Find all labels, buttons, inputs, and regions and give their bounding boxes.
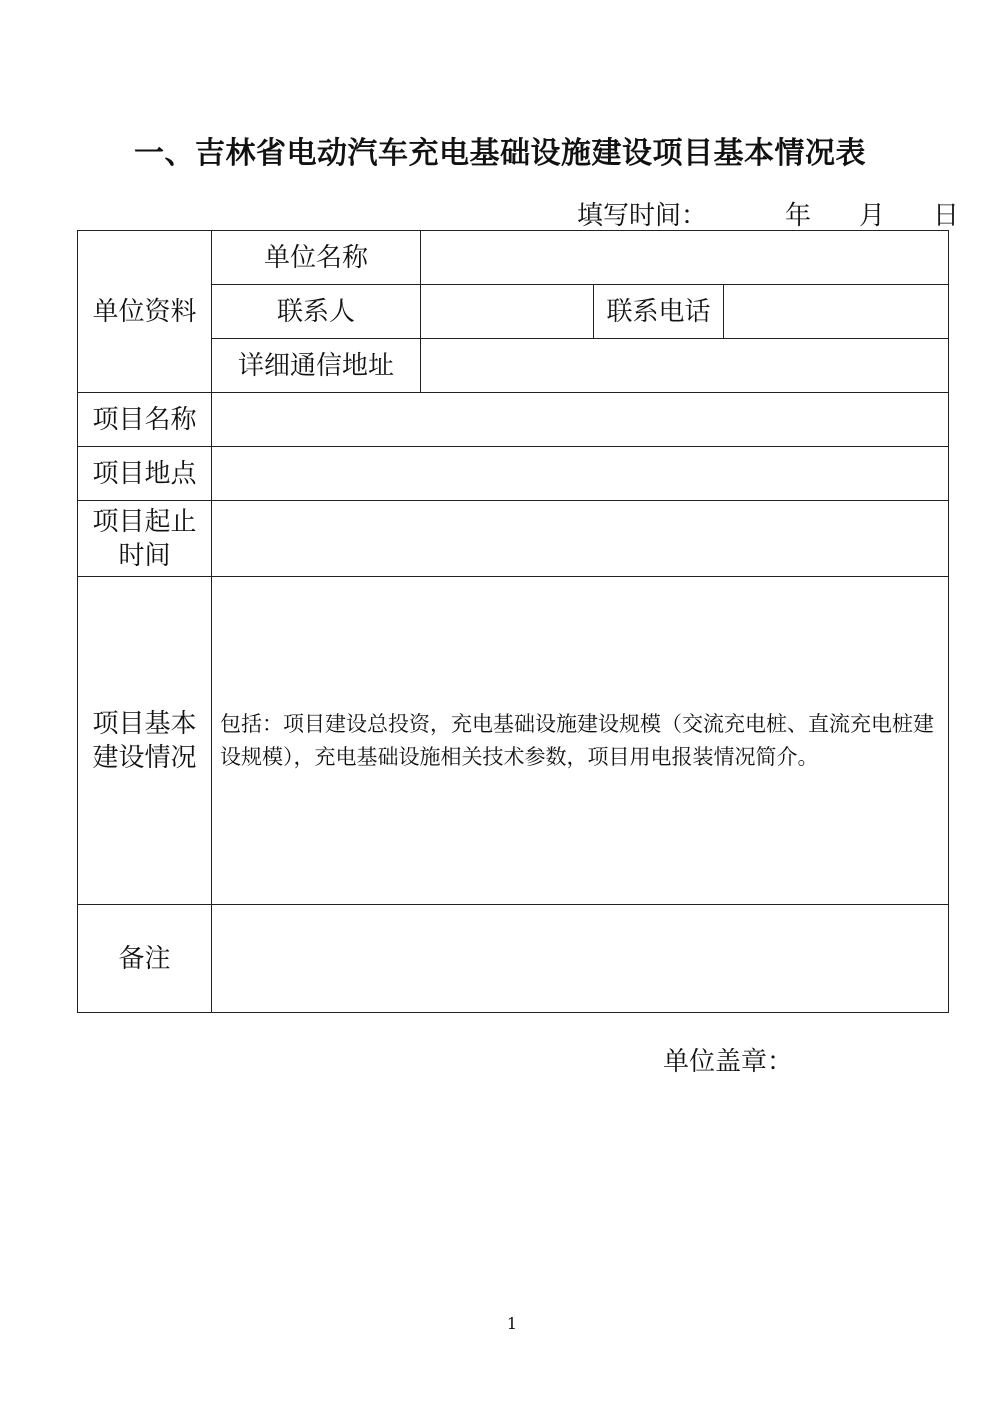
project-period-field[interactable]: [212, 501, 949, 577]
contact-person-label: 联系人: [212, 285, 421, 339]
year-label: 年: [785, 201, 812, 231]
contact-person-field[interactable]: [421, 285, 594, 339]
project-location-field[interactable]: [212, 447, 949, 501]
remarks-field[interactable]: [212, 905, 949, 1013]
contact-phone-field[interactable]: [724, 285, 949, 339]
address-field[interactable]: [421, 339, 949, 393]
unit-info-header: 单位资料: [78, 231, 212, 393]
contact-phone-label: 联系电话: [594, 285, 724, 339]
remarks-label: 备注: [78, 905, 212, 1013]
project-basic-label: 项目基本建设情况: [78, 577, 212, 905]
project-period-label: 项目起止时间: [78, 501, 212, 577]
project-basic-note: 包括：项目建设总投资，充电基础设施建设规模（交流充电桩、直流充电桩建设规模），充电基础设施相关技术参数，项目用电报装情况简介。: [220, 711, 934, 769]
project-location-label: 项目地点: [78, 447, 212, 501]
fill-time-line: [577, 195, 959, 232]
unit-name-field[interactable]: [421, 231, 949, 285]
address-label: 详细通信地址: [212, 339, 421, 393]
month-label: 月: [859, 201, 886, 231]
unit-name-label: 单位名称: [212, 231, 421, 285]
project-name-field[interactable]: [212, 393, 949, 447]
page-number: 1: [506, 1314, 518, 1333]
page-title: 一、吉林省电动汽车充电基础设施建设项目基本情况表: [134, 136, 866, 171]
fill-time-label: 填写时间：: [577, 201, 708, 231]
project-basic-field[interactable]: [212, 577, 949, 905]
unit-seal-label: 单位盖章：: [663, 1047, 794, 1077]
project-name-label: 项目名称: [78, 393, 212, 447]
project-info-table: [77, 230, 949, 1013]
day-label: 日: [933, 201, 960, 231]
